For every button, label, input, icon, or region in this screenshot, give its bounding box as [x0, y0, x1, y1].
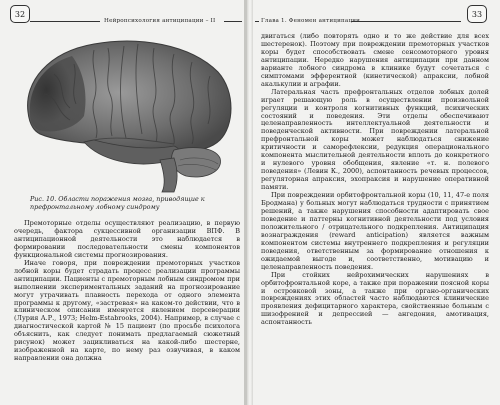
header-rule: [224, 21, 242, 22]
left-page: [0, 0, 247, 405]
header-rule: [30, 21, 100, 22]
header-rule: [255, 21, 259, 22]
brain-lesion-figure: [14, 34, 238, 194]
right-page-number: 33: [467, 5, 487, 23]
paragraph: Премоторные отделы осуществляют реализацию, в первую очередь, фактора сукцессивной организации ВПФ. В антиципационной деятельности это наблюдается в формировании последовательности смены компонентов функциональной системы прогнозирования.: [14, 219, 240, 259]
right-page: [253, 0, 500, 405]
left-running-head: Нейропсихология антиципации – II: [0, 9, 247, 23]
paragraph: При стойких нейрохимических нарушениях в орбитофронтальной коре, а также при поражении поясной коры и островковой зоны, а также при органо-органических повреждениях этих областей часто наблюдаются клинические проявления дефицитарного характера, свойственные больным с шизофренией и депрессией — ангедония, амотивация, аспонтанность: [261, 270, 489, 327]
right-body-text: [261, 33, 489, 327]
right-running-head: Глава 1. Феномен антиципации: [253, 9, 500, 23]
paragraph: Латеральная часть префронтальных отделов лобных долей играет решающую роль в осуществлении произвольной регуляции и контроля когнитивных функций, психических состояний и поведения. Эти отделы обеспечивают целенаправленность интеллектуальной деятельности и поведенческой активности. При повреждении латеральной префронтальной коры может наблюдаться снижение критичности и саморефлексии, редукция операционального компонента мыслительной деятельности вплоть до конкретного и нулевого уровня обобщения, явление «т. н. полевого поведения» (Левин К., 2000), аспонтанность речевых процессов, регуляторная апраксия, эхопраксия и нарушение оперативной памяти.: [261, 87, 489, 192]
header-rule: [351, 21, 461, 22]
paragraph: Иначе говоря, при повреждении премоторных участков лобной коры будет страдать процесс реализации программы антиципации. Пациенты с премоторным лобным синдромом при выполнении экспериментальных заданий на прогнозирование могут утрачивать плавность перехода от одного элемента программы к другому, «застревая» на каком-то действии, что в клиническом описании именуется явлением персеверации (Лурия А.Р., 1973; Helm-Estabrooks, 2004). Например, в случае с диагностической картой № 15 пациент (по просьбе психолога объяснить, как следует понимать предлагаемый сюжетный рисунок) может зацикливаться на какой-либо шестерне, изображенной на карте, по нему раз озвучивая, в каком направлении она должна: [14, 258, 240, 363]
left-body-text: [14, 220, 240, 363]
paragraph: При повреждении орбитофронтальной коры (10, 11, 47-е поля Бродмана) у больных могут наблюдаться трудности с принятием решений, а также нарушения способности адаптировать свое поведение и паттерны когнитивной деятельности под условия положительного / отрицательного подкрепления. Антиципация вознаграждения (reward anticipation) является важным компонентом системы внутреннего подкрепления и регуляции поведения, ответственным за формирование отношения к ожидаемой выгоде и, соответственно, мотивацию и целенаправленность поведения.: [261, 191, 489, 271]
paragraph: двигаться (либо повторять одно и то же действие для всех шестеренок). Поэтому при повреждении премоторных участков коры будет способствовать смене сенсомоторного уровня антиципации. Нередко нарушения антиципации при данном варианте лобного синдрома в клинике будут сочетаться с симптомами эфферентной (кинетической) апраксии, лобной акалькулии и аграфии.: [261, 32, 489, 88]
left-page-number: 32: [10, 5, 30, 23]
figure-caption: Рис. 10. Области поражения мозга, приводящие к префронтальному лобному синдрому: [30, 195, 205, 211]
